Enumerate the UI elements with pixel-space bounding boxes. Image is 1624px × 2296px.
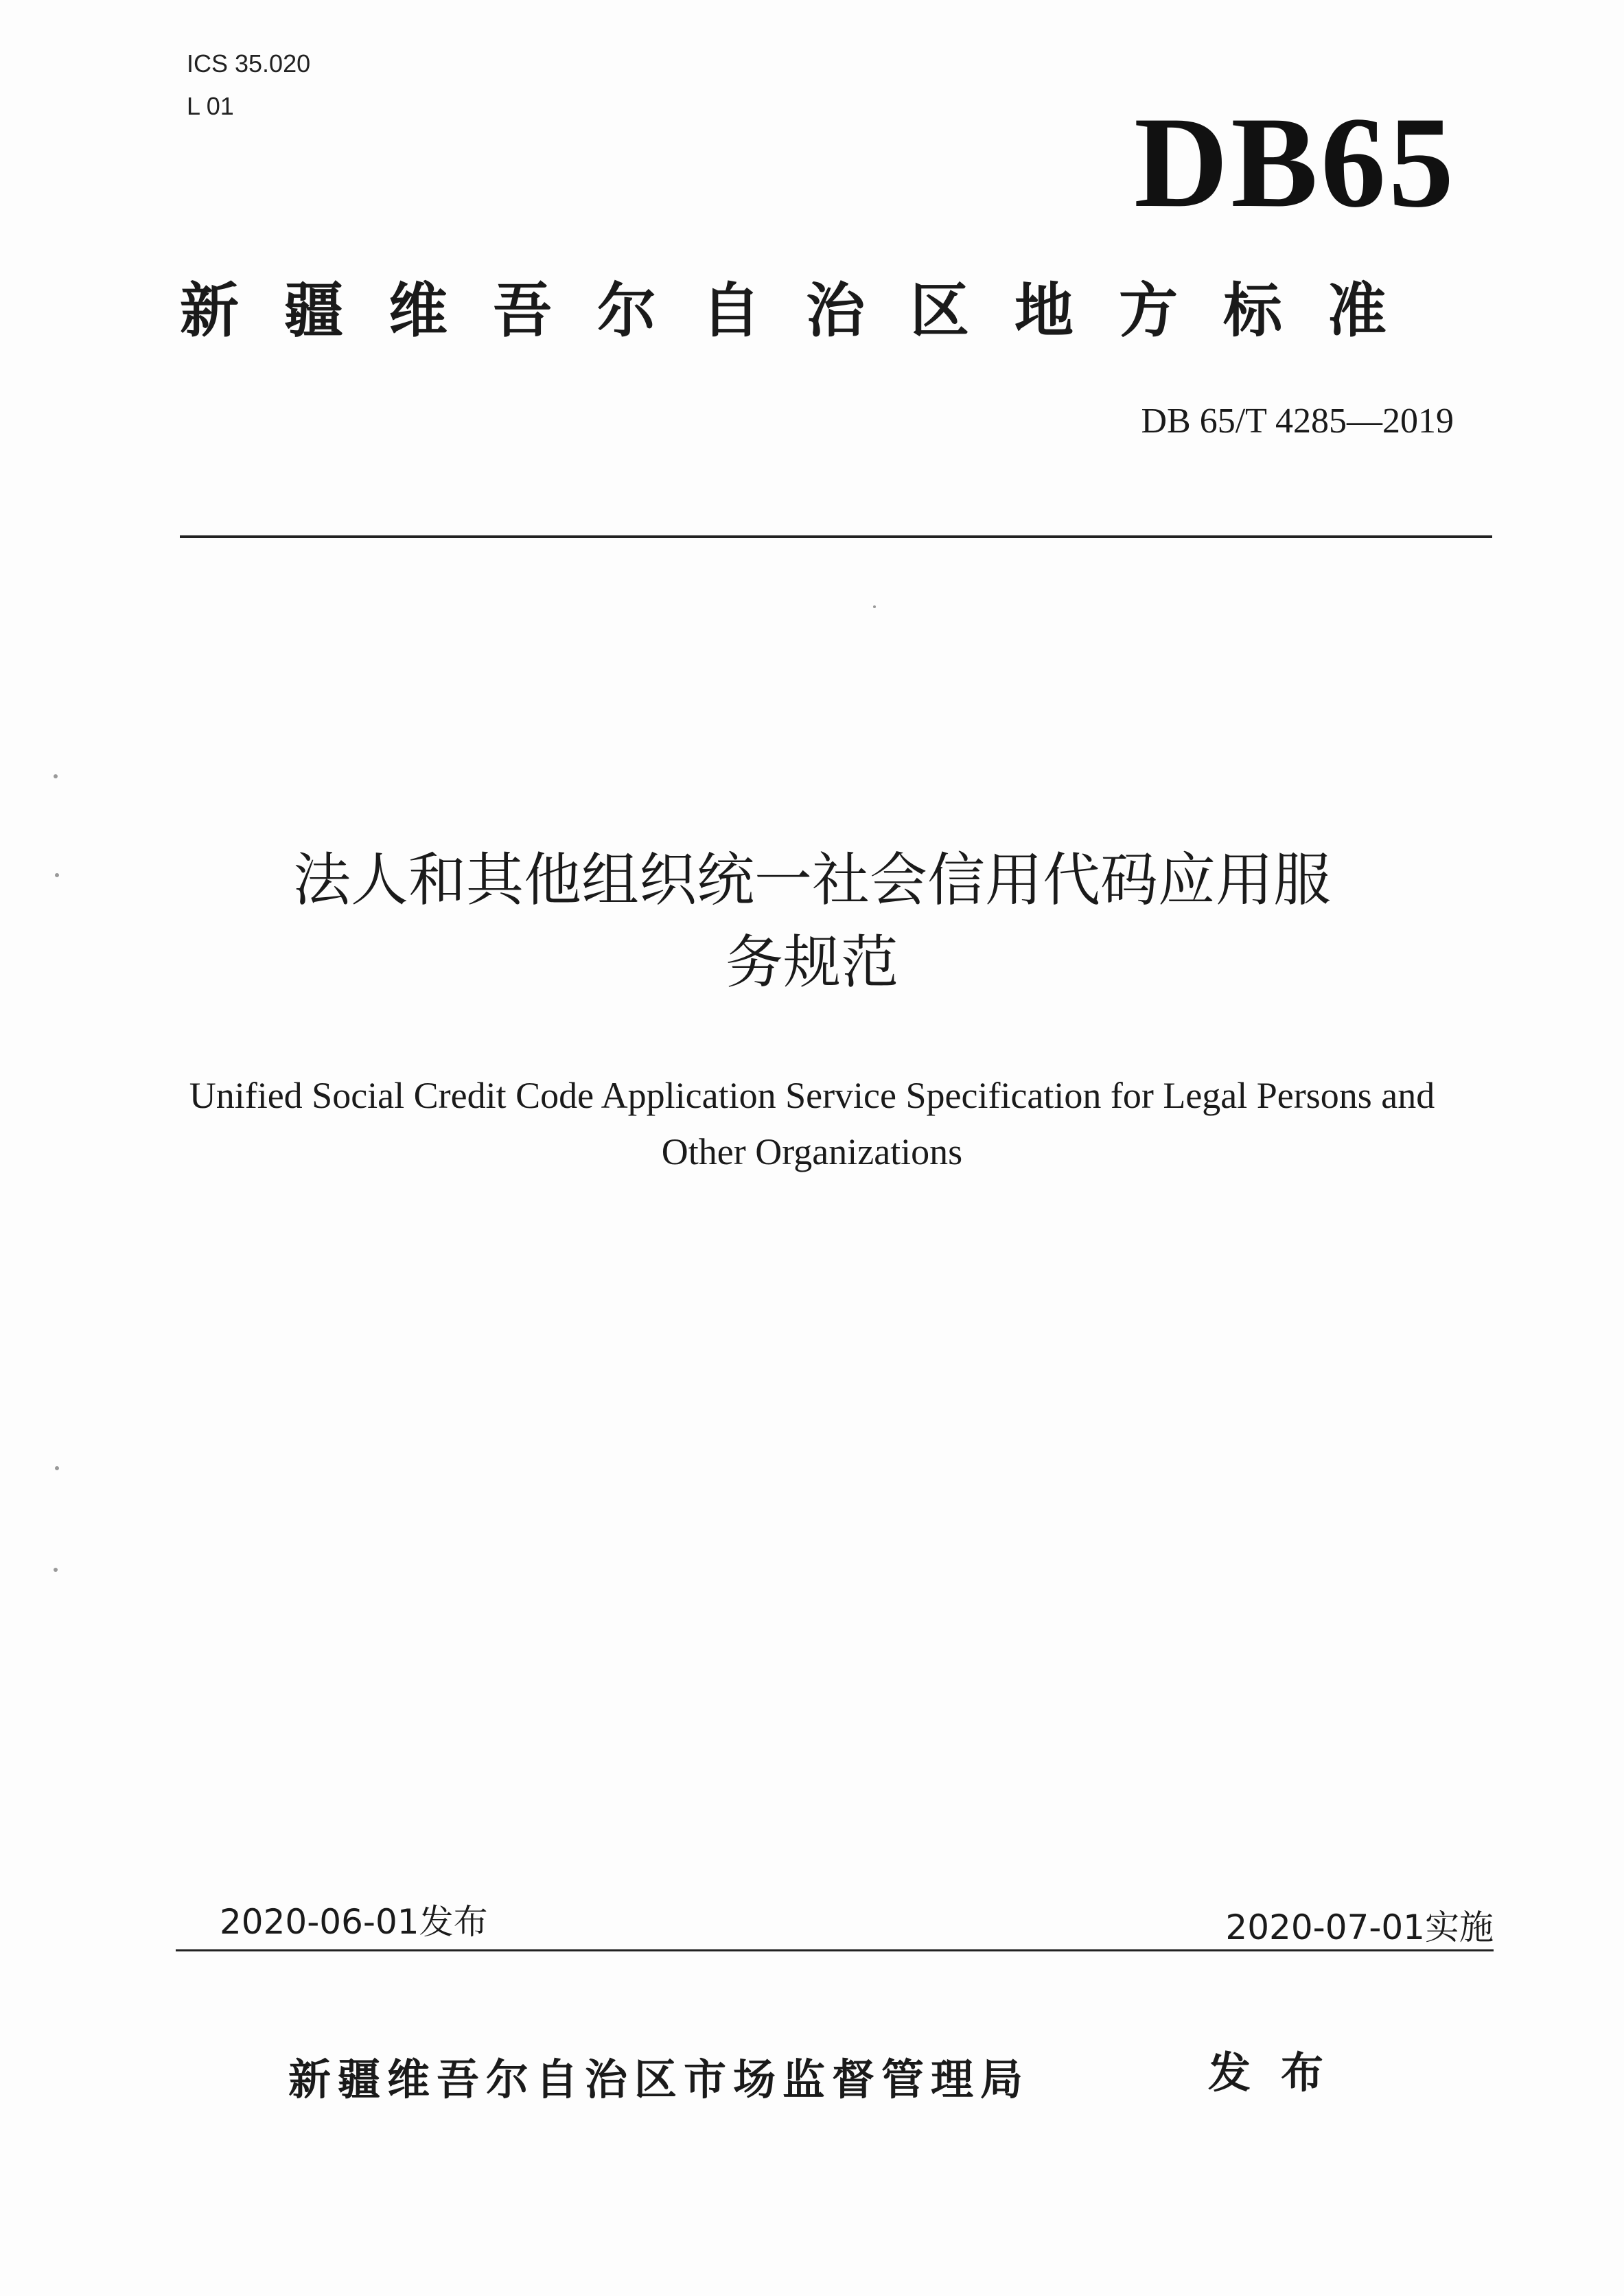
standard-code-large: DB65 [1134,91,1457,235]
document-title-english [137,1067,1487,1180]
scan-speck [55,1466,59,1470]
implementation-date: 2020-07-01实施 [1225,1907,1494,1947]
standard-type-heading: 新疆维吾尔自治区地方标准 [180,277,1432,345]
title-cn-line-1: 法人和其他组织统一社会信用代码应用服 [292,846,1331,914]
scan-speck [873,605,876,608]
issuing-authority: 新疆维吾尔自治区市场监督管理局 [288,2054,1030,2104]
title-en-line-2: Other Organizations [661,1131,963,1172]
ics-code: ICS 35.020 [187,49,311,78]
scan-speck [55,873,59,877]
dates-row [178,1894,1494,1949]
footer-divider [176,1949,1494,1951]
header-divider [180,535,1492,538]
classification-codes [187,43,310,128]
title-en-line-1: Unified Social Credit Code Application Service Specification for Legal Persons and [189,1075,1435,1116]
scan-speck [54,774,58,778]
issuer-row [288,2045,1387,2114]
publish-date: 2020-06-01发布 [220,1902,488,1942]
issue-action: 发布 [1208,2048,1354,2098]
ccs-code: L 01 [187,92,234,120]
document-title-chinese [137,839,1487,1004]
standard-number: DB 65/T 4285—2019 [1141,402,1454,441]
scan-speck [54,1568,58,1572]
title-cn-line-2: 务规范 [725,929,898,996]
